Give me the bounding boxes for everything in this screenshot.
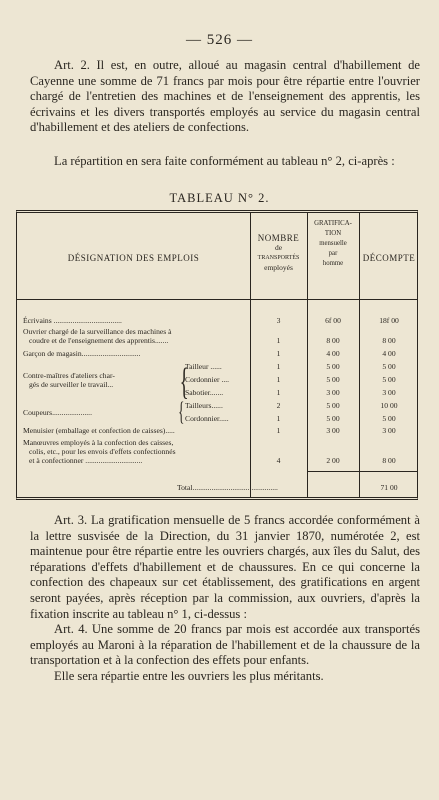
table-cell-dec: 18f 00 bbox=[379, 316, 399, 325]
table-cell-grat: 3 00 bbox=[326, 388, 340, 397]
table-cell-nombre: 1 bbox=[276, 375, 281, 384]
repartition-paragraph: La répartition en sera faite conformément au tableau n° 2, ci-après : bbox=[54, 154, 395, 168]
table-row-label: Cordonnier..... bbox=[185, 414, 229, 423]
table-cell-grat: 2 00 bbox=[326, 456, 340, 465]
table-row-label: Garçon de magasin............................... bbox=[23, 349, 141, 358]
table-cell-grat: 3 00 bbox=[326, 426, 340, 435]
table-cell-grat: 4 00 bbox=[326, 349, 340, 358]
table-cell-grat: 8 00 bbox=[326, 336, 340, 345]
table-row-label: et à confectionner .............................. bbox=[29, 456, 143, 465]
table-cell-dec: 5 00 bbox=[382, 375, 396, 384]
table-row-label: colis, etc., pour les envois d'effets confectionnés bbox=[29, 447, 176, 456]
header-designation: DÉSIGNATION DES EMPLOIS bbox=[67, 253, 200, 263]
table-cell-nombre: 2 bbox=[276, 401, 281, 410]
table-row-label: Tailleurs...... bbox=[185, 401, 223, 410]
table-cell-nombre: 4 bbox=[276, 456, 281, 465]
table-cell-dec: 5 00 bbox=[382, 362, 396, 371]
table-cell-nombre: 1 bbox=[276, 414, 281, 423]
table-title: TABLEAU N° 2. bbox=[169, 191, 270, 205]
header-gratification: GRATIFICA- TION mensuelle par homme bbox=[314, 220, 352, 267]
table-row-label: Tailleur ...... bbox=[185, 362, 222, 371]
table-cell-grat: 5 00 bbox=[326, 414, 340, 423]
article-3-4-section bbox=[30, 513, 420, 685]
table-row-label: Cordonnier .... bbox=[185, 375, 230, 384]
table-cell-nombre: 1 bbox=[276, 336, 281, 345]
table-cell-grat: 6f 00 bbox=[325, 316, 341, 325]
group-label-contremaitres-2: gés de surveiller le travail... bbox=[29, 380, 114, 389]
table-row-label: Manœuvres employés à la confection des caisses, bbox=[23, 438, 174, 447]
final-paragraph: Elle sera répartie entre les ouvriers les plus méritants. bbox=[54, 668, 324, 683]
header-decompte: DÉCOMPTE bbox=[362, 253, 416, 263]
total-label: Total............................................. bbox=[177, 483, 278, 492]
table-cell-nombre: 1 bbox=[276, 349, 281, 358]
table-cell-dec: 3 00 bbox=[382, 426, 396, 435]
header-nombre: NOMBRE de TRANSPORTÉS employés bbox=[257, 233, 300, 272]
table-cell-nombre: 1 bbox=[276, 362, 281, 371]
table-cell-dec: 8 00 bbox=[382, 456, 396, 465]
table-row-label: Écrivains .................................... bbox=[23, 316, 122, 325]
article-4-paragraph: Art. 4. Une somme de 20 francs par mois est accordée aux transportés employés au Maroni à la réparation de l'habillement et de la chaussure de la transportation et à la confection des effets pour enfants. bbox=[30, 622, 420, 668]
table-cell-dec: 4 00 bbox=[382, 349, 396, 358]
tableau-2 bbox=[16, 210, 418, 500]
table-cell-nombre: 1 bbox=[276, 426, 281, 435]
table-cell-grat: 5 00 bbox=[326, 362, 340, 371]
table-cell-nombre: 1 bbox=[276, 388, 281, 397]
table-row-label: Menuisier (emballage et confection de caisses)..... bbox=[23, 426, 175, 435]
table-cell-nombre: 3 bbox=[276, 316, 281, 325]
table-cell-dec: 8 00 bbox=[382, 336, 396, 345]
brace-icon: { bbox=[179, 361, 189, 403]
table-cell-dec: 10 00 bbox=[380, 401, 398, 410]
article-2-paragraph: Art. 2. Il est, en outre, alloué au magasin central d'habillement de Cayenne une somme de 71 francs par mois pour être répartie entre l'ouvrier chargé de l'entretien des machines et de l'enseignement des apprentis, les écrivains et les divers transportés employés au service du magasin central d'habillement et des ateliers de confections. bbox=[30, 58, 420, 135]
group-label-coupeurs: Coupeurs..................... bbox=[23, 408, 92, 417]
total-value: 71 00 bbox=[380, 483, 398, 492]
table-cell-grat: 5 00 bbox=[326, 401, 340, 410]
table-row-label: Ouvrier chargé de la surveillance des machines à bbox=[23, 327, 172, 336]
page-number: — 526 — bbox=[186, 32, 253, 48]
table-cell-dec: 5 00 bbox=[382, 414, 396, 423]
brace-icon: { bbox=[178, 397, 185, 426]
table-row-label: coudre et de l'enseignement des apprentis....... bbox=[29, 336, 169, 345]
table-cell-dec: 3 00 bbox=[382, 388, 396, 397]
article-3-paragraph: Art. 3. La gratification mensuelle de 5 francs accordée conformément à la lettre susvisée de la Direction, du 31 janvier 1870, numérotée 2, est maintenue pour être répartie entre les ouvriers chargés, aux îles du Salut, des réparations d'effets d'habillement et de chaussures. En ce qui concerne la confection des chapeaux sur cet établissement, des gratifications en argent seront payées, après réception par la commission, aux ouvriers, d'après la fixation inscrite au tableau n° 1, ci-dessus : bbox=[30, 513, 420, 621]
table-row-label: Sabotier....... bbox=[185, 388, 224, 397]
group-label-contremaitres: Contre-maîtres d'ateliers char- bbox=[23, 371, 115, 380]
table-cell-grat: 5 00 bbox=[326, 375, 340, 384]
